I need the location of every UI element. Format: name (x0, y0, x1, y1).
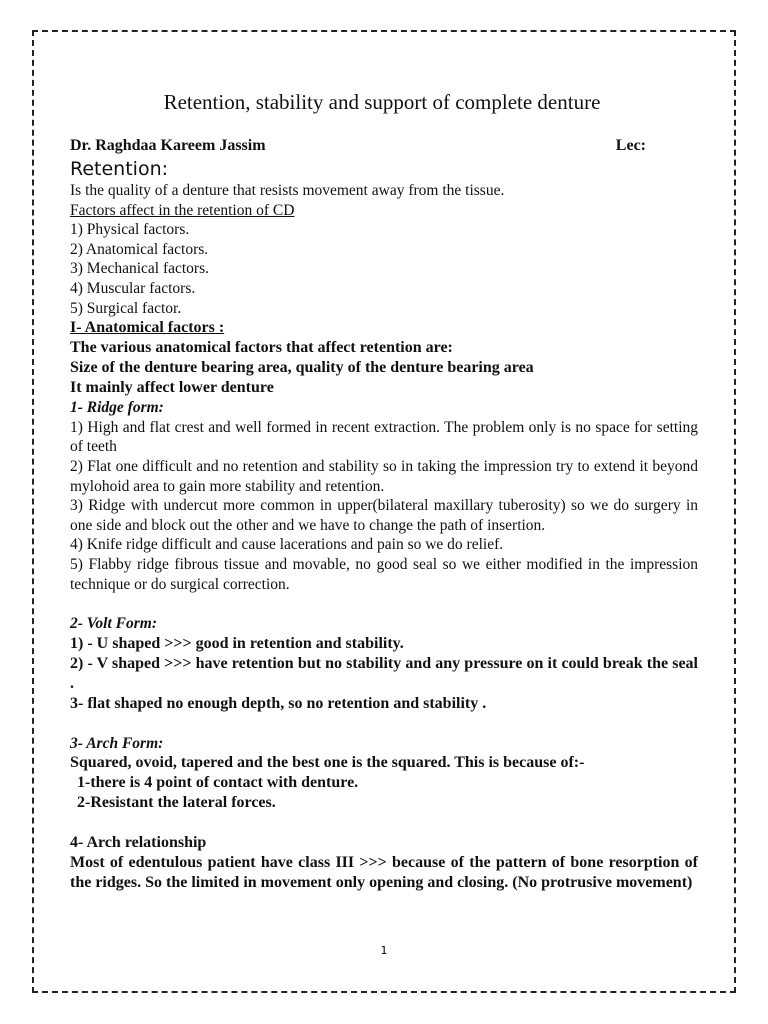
ridge-form-heading: 1- Ridge form: (70, 399, 164, 417)
author-name: Dr. Raghdaa Kareem Jassim (70, 137, 266, 154)
arch-form-point: 2-Resistant the lateral forces. (77, 794, 276, 812)
arch-form-line: Squared, ovoid, tapered and the best one is the squared. This is because of:- (70, 754, 585, 772)
page-number: 1 (380, 944, 388, 957)
factor-item: 4) Muscular factors. (70, 279, 196, 297)
ridge-item: 1) High and flat crest and well formed in recent extraction. The problem only is no space for setting of teeth (70, 418, 698, 456)
ridge-item: 5) Flabby ridge fibrous tissue and movable, no good seal so we either modified in the impression technique or do surgical correction. (70, 555, 698, 593)
anatomical-line: The various anatomical factors that affect retention are: (70, 339, 453, 357)
factor-item: 2) Anatomical factors. (70, 240, 209, 258)
anatomical-line: Size of the denture bearing area, quality of the denture bearing area (70, 359, 534, 377)
arch-relationship-text: Most of edentulous patient have class III >>> because of the pattern of bone resorption of the ridges. So the limited in movement only opening and closing. (No protrusive movement) (70, 854, 698, 892)
author-row (70, 136, 698, 156)
ridge-item: 3) Ridge with undercut more common in upper(bilateral maxillary tuberosity) so we do surgery in one side and block out the other and we have to change the path of insertion. (70, 497, 698, 534)
ridge-item: 4) Knife ridge difficult and cause lacerations and pain so we do relief. (70, 536, 504, 554)
volt-item: 2) - V shaped >>> have retention but no stability and any pressure on it could break the seal . (70, 654, 698, 692)
arch-form-point: 1-there is 4 point of contact with denture. (77, 774, 359, 792)
document-title: Retention, stability and support of complete denture (163, 90, 601, 114)
factors-heading: Factors affect in the retention of CD (70, 201, 295, 219)
arch-relationship-heading: 4- Arch relationship (70, 834, 207, 852)
volt-form-heading: 2- Volt Form: (70, 615, 157, 633)
arch-form-heading: 3- Arch Form: (70, 734, 164, 752)
retention-definition: Is the quality of a denture that resists movement away from the tissue. (70, 182, 505, 199)
anatomical-line: It mainly affect lower denture (70, 379, 274, 397)
volt-item: 1) - U shaped >>> good in retention and stability. (70, 634, 404, 652)
factor-item: 5) Surgical factor. (70, 299, 182, 317)
retention-heading: Retention: (70, 158, 169, 180)
volt-item: 3- flat shaped no enough depth, so no retention and stability . (70, 694, 487, 712)
document-page (70, 88, 698, 893)
factor-item: 1) Physical factors. (70, 221, 190, 239)
factor-item: 3) Mechanical factors. (70, 260, 210, 278)
lecture-label: Lec: (615, 137, 646, 154)
anatomical-heading: I- Anatomical factors : (70, 319, 225, 337)
ridge-item: 2) Flat one difficult and no retention and stability so in taking the impression try to extend it beyond mylohoid area to gain more stability and retention. (70, 457, 698, 495)
